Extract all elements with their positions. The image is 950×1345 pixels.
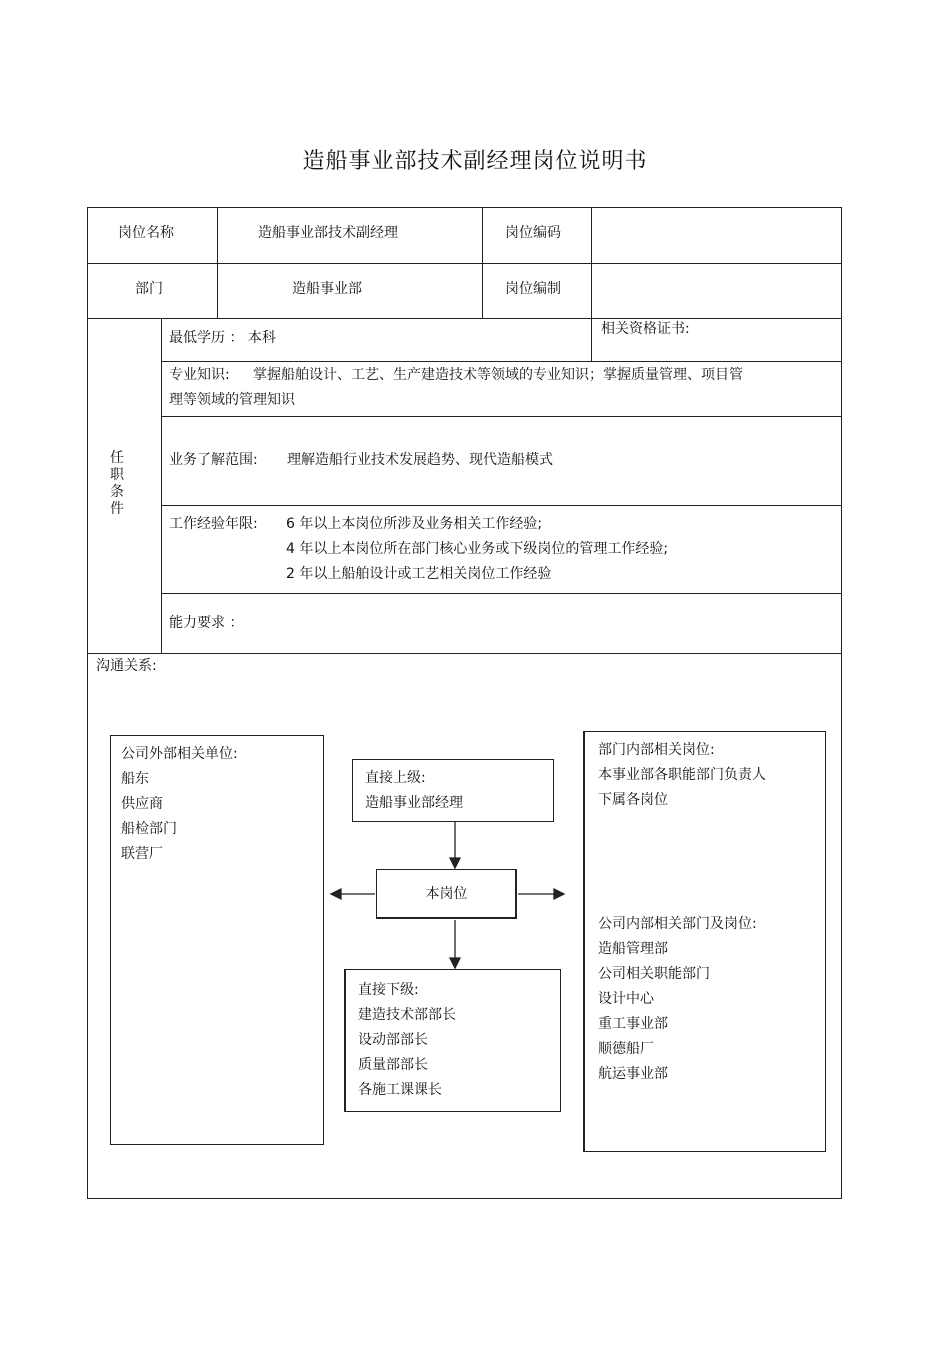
position-code-label: 岗位编码 <box>505 225 561 241</box>
list-item: 造船管理部 <box>598 941 668 957</box>
external-units-title: 公司外部相关单位: <box>121 746 238 762</box>
subordinate-title: 直接下级: <box>358 982 419 998</box>
list-item: 船东 <box>121 771 149 787</box>
knowledge-label: 专业知识: <box>169 367 230 383</box>
list-item: 设计中心 <box>598 991 654 1007</box>
education-requirement: 最低学历 ： 本科 <box>169 330 276 346</box>
list-item: 设动部部长 <box>358 1032 428 1048</box>
arrowhead <box>554 889 564 899</box>
list-item: 造船事业部经理 <box>365 795 463 811</box>
business-scope-value: 理解造船行业技术发展趋势、现代造船模式 <box>287 452 553 468</box>
list-item: 各施工课课长 <box>358 1082 442 1098</box>
list-item: 航运事业部 <box>598 1066 668 1082</box>
list-item: 公司相关职能部门 <box>598 966 710 982</box>
position-name-label: 岗位名称 <box>118 225 174 241</box>
list-item: 4 年以上本岗位所在部门核心业务或下级岗位的管理工作经验; <box>286 541 669 557</box>
certificate-requirement: 相关资格证书: <box>601 321 690 337</box>
superior-title: 直接上级: <box>365 770 426 786</box>
list-item: 6 年以上本岗位所涉及业务相关工作经验; <box>286 516 543 532</box>
list-item: 顺德船厂 <box>598 1041 654 1057</box>
list-item: 2 年以上船舶设计或工艺相关岗位工作经验 <box>286 566 552 582</box>
list-item: 重工事业部 <box>598 1016 668 1032</box>
experience-label: 工作经验年限: <box>169 516 258 532</box>
knowledge-text-line1: 掌握船舶设计、工艺、生产建造技术等领域的专业知识；掌握质量管理、项目管 <box>253 367 743 383</box>
department-label: 部门 <box>135 281 163 297</box>
position-name-value: 造船事业部技术副经理 <box>258 225 398 241</box>
communication-label: 沟通关系: <box>96 658 157 674</box>
list-item: 质量部部长 <box>358 1057 428 1073</box>
arrowhead <box>331 889 341 899</box>
department-value: 造船事业部 <box>292 281 362 297</box>
list-item: 船检部门 <box>121 821 177 837</box>
list-item: 建造技术部部长 <box>358 1007 456 1023</box>
arrowhead <box>450 858 460 868</box>
internal-dept-title: 部门内部相关岗位: <box>598 742 715 758</box>
list-item: 本事业部各职能部门负责人 <box>598 767 766 783</box>
knowledge-text-line2: 理等领域的管理知识 <box>169 392 295 408</box>
ability-requirement: 能力要求 ： <box>169 615 244 631</box>
list-item: 供应商 <box>121 796 163 812</box>
self-position-label: 本岗位 <box>425 886 468 902</box>
business-scope-label: 业务了解范围: <box>169 452 258 468</box>
position-quota-label: 岗位编制 <box>505 281 561 297</box>
list-item: 联营厂 <box>121 846 163 862</box>
internal-company-title: 公司内部相关部门及岗位: <box>598 916 757 932</box>
arrowhead <box>450 958 460 968</box>
page-title: 造船事业部技术副经理岗位说明书 <box>302 149 648 174</box>
list-item: 下属各岗位 <box>598 792 668 808</box>
qualification-section-label: 任 职 条 件 <box>110 450 124 517</box>
